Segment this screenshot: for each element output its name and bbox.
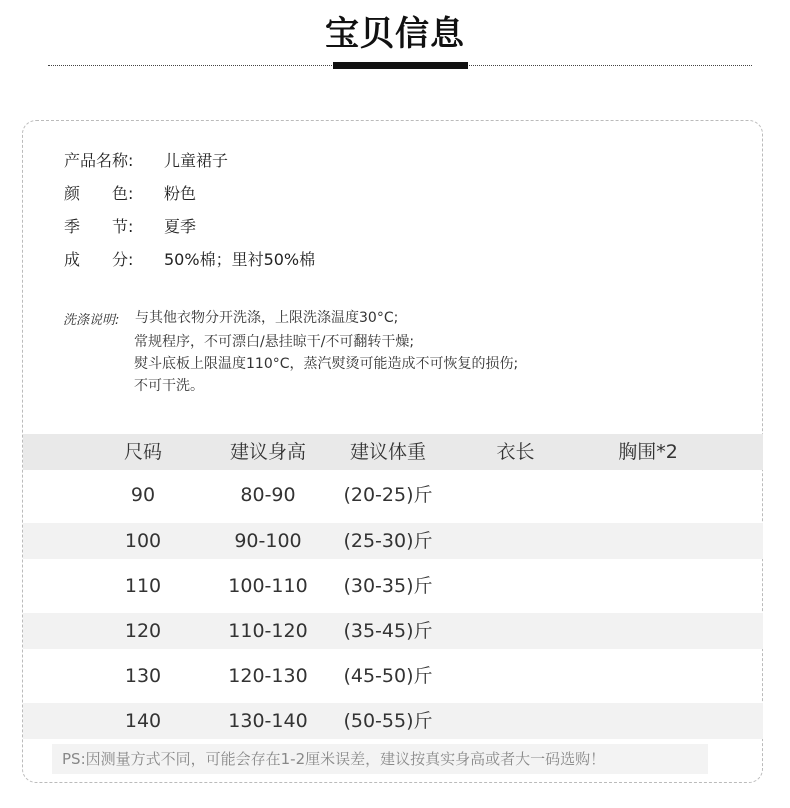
- header-chest: 胸围*2: [618, 441, 678, 463]
- chest-cell: [593, 613, 703, 649]
- season-value: 夏季: [164, 217, 197, 236]
- size-cell: 90: [130, 484, 156, 506]
- size-table-header: [23, 434, 763, 470]
- season-row: [64, 217, 196, 237]
- care-line: 常规程序，不可漂白/悬挂晾干/不可翻转干燥;: [134, 334, 415, 350]
- page-title: 宝贝信息: [325, 14, 465, 54]
- size-cell: 140: [124, 710, 162, 732]
- weight-cell: (25-30)斤: [343, 530, 433, 552]
- product-name-value: 儿童裙子: [164, 151, 229, 170]
- material-label: 成 分:: [64, 250, 134, 269]
- color-value: 粉色: [164, 184, 197, 203]
- height-cell: 100-110: [228, 575, 308, 597]
- chest-cell: [593, 523, 703, 559]
- season-label: 季 节:: [64, 217, 134, 236]
- size-cell: 130: [124, 665, 162, 687]
- color-label: 颜 色:: [64, 184, 134, 203]
- care-line: 熨斗底板上限温度110°C，蒸汽熨烫可能造成不可恢复的损伤;: [134, 356, 519, 372]
- header-weight: 建议体重: [349, 441, 426, 463]
- length-cell: [468, 523, 563, 559]
- length-cell: [468, 568, 563, 604]
- height-cell: 110-120: [228, 620, 308, 642]
- length-cell: [468, 477, 563, 513]
- height-cell: 80-90: [240, 484, 296, 506]
- table-row: [23, 703, 763, 739]
- measurement-note: PS:因测量方式不同，可能会存在1-2厘米误差，建议按真实身高或者大一码选购！: [62, 750, 606, 768]
- chest-cell: [593, 477, 703, 513]
- size-cell: 100: [124, 530, 162, 552]
- header-size: 尺码: [123, 441, 162, 463]
- table-row: [23, 568, 763, 604]
- length-cell: [468, 658, 563, 694]
- size-cell: 110: [124, 575, 162, 597]
- product-name-row: [64, 151, 228, 171]
- length-cell: [468, 613, 563, 649]
- care-line: 不可干洗。: [134, 378, 204, 394]
- care-label: 洗涤说明:: [63, 313, 120, 328]
- color-row: [64, 184, 196, 204]
- size-cell: 120: [124, 620, 162, 642]
- weight-cell: (45-50)斤: [343, 665, 433, 687]
- height-cell: 130-140: [228, 710, 308, 732]
- height-cell: 90-100: [234, 530, 302, 552]
- header-height: 建议身高: [229, 441, 306, 463]
- weight-cell: (50-55)斤: [343, 710, 433, 732]
- chest-cell: [593, 658, 703, 694]
- material-row: [64, 250, 315, 270]
- header-length: 衣长: [496, 441, 535, 463]
- table-row: [23, 658, 763, 694]
- care-line: 与其他衣物分开洗涤，上限洗涤温度30°C;: [135, 310, 399, 326]
- weight-cell: (30-35)斤: [343, 575, 433, 597]
- material-value: 50%棉；里衬50%棉: [164, 250, 316, 269]
- table-row: [23, 477, 763, 513]
- weight-cell: (20-25)斤: [343, 484, 433, 506]
- title-underline-bar: [333, 62, 468, 69]
- weight-cell: (35-45)斤: [343, 620, 433, 642]
- product-name-label: 产品名称:: [64, 151, 134, 170]
- chest-cell: [593, 703, 703, 739]
- care-section: [63, 308, 119, 333]
- table-row: [23, 523, 763, 559]
- chest-cell: [593, 568, 703, 604]
- table-row: [23, 613, 763, 649]
- length-cell: [468, 703, 563, 739]
- height-cell: 120-130: [228, 665, 308, 687]
